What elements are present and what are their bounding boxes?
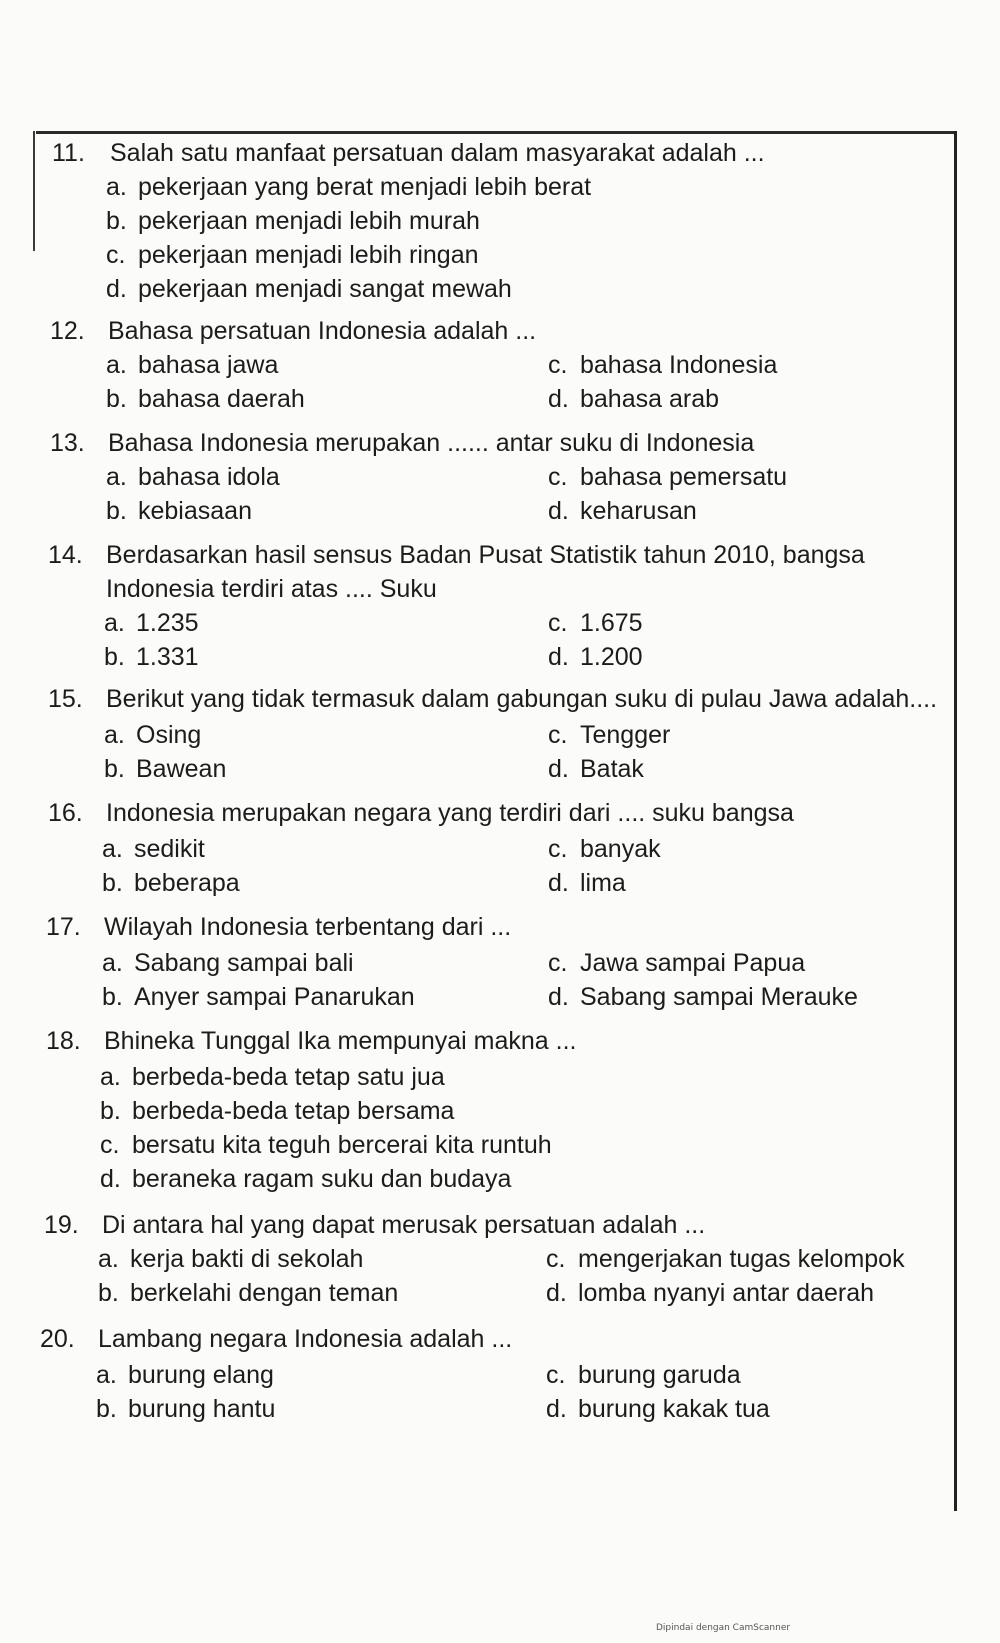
- question-text: Berdasarkan hasil sensus Badan Pusat Statistik tahun 2010, bangsa: [106, 541, 865, 569]
- option-letter: b.: [96, 1395, 117, 1423]
- option-letter: b.: [106, 497, 127, 525]
- option-letter: c.: [548, 835, 568, 863]
- option-letter: a.: [104, 721, 125, 749]
- option-text: lima: [580, 869, 626, 897]
- option-b: [106, 204, 480, 238]
- option-text: mengerjakan tugas kelompok: [578, 1245, 905, 1273]
- option-text: lomba nyanyi antar daerah: [578, 1279, 875, 1307]
- question-number: 11.: [52, 139, 85, 167]
- option-letter: b.: [104, 755, 125, 783]
- option-text: berbeda-beda tetap bersama: [132, 1097, 455, 1125]
- option-c: [546, 1358, 741, 1392]
- option-d: [548, 866, 626, 900]
- question-stem: [50, 426, 754, 460]
- question-number: 13.: [50, 429, 85, 457]
- question-text: Wilayah Indonesia terbentang dari ...: [104, 913, 512, 941]
- option-text: Osing: [136, 721, 202, 749]
- option-a: [102, 946, 354, 980]
- option-text: bahasa Indonesia: [580, 351, 778, 379]
- question-text: Di antara hal yang dapat merusak persatuan adalah ...: [102, 1211, 706, 1239]
- question-stem: [52, 136, 765, 170]
- option-b: [106, 382, 305, 416]
- option-letter: b.: [98, 1279, 119, 1307]
- option-letter: d.: [546, 1395, 567, 1423]
- option-b: [100, 1094, 454, 1128]
- question-stem: [50, 314, 536, 348]
- option-c: [548, 718, 670, 752]
- option-text: kerja bakti di sekolah: [130, 1245, 364, 1273]
- option-letter: a.: [102, 835, 123, 863]
- option-letter: b.: [102, 869, 123, 897]
- option-text: burung elang: [128, 1361, 274, 1389]
- option-letter: d.: [546, 1279, 567, 1307]
- option-letter: c.: [100, 1131, 120, 1159]
- option-text: bersatu kita teguh bercerai kita runtuh: [132, 1131, 552, 1159]
- option-c: [546, 1242, 905, 1276]
- option-c: [100, 1128, 552, 1162]
- option-d: [548, 382, 719, 416]
- question-text: Salah satu manfaat persatuan dalam masyarakat adalah ...: [110, 139, 765, 167]
- question-number: 14.: [48, 541, 83, 569]
- option-text: Tengger: [580, 721, 671, 749]
- question-stem: [40, 1322, 512, 1356]
- option-text: banyak: [580, 835, 661, 863]
- option-a: [104, 606, 199, 640]
- question-stem: [46, 910, 511, 944]
- question-text: Bahasa persatuan Indonesia adalah ...: [108, 317, 537, 345]
- option-d: [546, 1392, 770, 1426]
- option-text: Sabang sampai Merauke: [580, 983, 858, 1011]
- option-c: [548, 348, 777, 382]
- question-text: Berikut yang tidak termasuk dalam gabungan suku di pulau Jawa adalah....: [106, 685, 938, 713]
- option-a: [106, 460, 280, 494]
- option-text: sedikit: [134, 835, 205, 863]
- option-c: [548, 946, 805, 980]
- option-text: keharusan: [580, 497, 697, 525]
- option-d: [548, 640, 643, 674]
- option-text: pekerjaan menjadi lebih murah: [138, 207, 480, 235]
- option-letter: d.: [548, 869, 569, 897]
- option-letter: c.: [548, 351, 568, 379]
- option-letter: b.: [102, 983, 123, 1011]
- option-letter: b.: [106, 385, 127, 413]
- question-stem: [46, 1024, 577, 1058]
- option-letter: c.: [548, 949, 568, 977]
- option-letter: c.: [106, 241, 126, 269]
- question-number: 16.: [48, 799, 83, 827]
- option-b: [102, 980, 415, 1014]
- option-letter: c.: [548, 721, 568, 749]
- option-letter: d.: [548, 497, 569, 525]
- option-text: bahasa daerah: [138, 385, 305, 413]
- option-b: [104, 640, 199, 674]
- option-letter: c.: [548, 463, 568, 491]
- option-letter: a.: [100, 1063, 121, 1091]
- option-text: bahasa jawa: [138, 351, 279, 379]
- question-number: 12.: [50, 317, 85, 345]
- option-text: burung garuda: [578, 1361, 741, 1389]
- question-number: 20.: [40, 1325, 75, 1353]
- option-text: 1.331: [136, 643, 199, 671]
- option-text: 1.675: [580, 609, 643, 637]
- scanner-watermark: Dipindai dengan CamScanner: [656, 1623, 791, 1633]
- option-a: [104, 718, 201, 752]
- option-letter: c.: [546, 1361, 566, 1389]
- option-b: [104, 752, 226, 786]
- option-letter: d.: [548, 755, 569, 783]
- option-letter: a.: [98, 1245, 119, 1273]
- option-c: [548, 832, 661, 866]
- question-text: Indonesia merupakan negara yang terdiri dari .... suku bangsa: [106, 799, 794, 827]
- option-text: Sabang sampai bali: [134, 949, 354, 977]
- option-a: [96, 1358, 274, 1392]
- question-stem: [48, 538, 865, 572]
- option-text: Batak: [580, 755, 644, 783]
- option-letter: a.: [104, 609, 125, 637]
- option-letter: d.: [548, 643, 569, 671]
- option-a: [106, 170, 591, 204]
- option-text: bahasa arab: [580, 385, 720, 413]
- option-letter: a.: [96, 1361, 117, 1389]
- option-text: berkelahi dengan teman: [130, 1279, 399, 1307]
- option-b: [106, 494, 252, 528]
- option-letter: a.: [106, 463, 127, 491]
- question-text: Bhineka Tunggal Ika mempunyai makna ...: [104, 1027, 577, 1055]
- question-number: 15.: [48, 685, 83, 713]
- option-c: [548, 460, 787, 494]
- option-d: [100, 1162, 511, 1196]
- option-letter: d.: [548, 385, 569, 413]
- option-letter: a.: [106, 173, 127, 201]
- option-c: [548, 606, 643, 640]
- option-d: [546, 1276, 874, 1310]
- option-d: [548, 980, 858, 1014]
- option-letter: b.: [104, 643, 125, 671]
- option-letter: d.: [548, 983, 569, 1011]
- option-text: 1.235: [136, 609, 199, 637]
- option-text: beberapa: [134, 869, 240, 897]
- option-text: bahasa idola: [138, 463, 280, 491]
- question-stem: [48, 796, 794, 830]
- option-letter: d.: [100, 1165, 121, 1193]
- option-b: [102, 866, 240, 900]
- question-text: Lambang negara Indonesia adalah ...: [98, 1325, 513, 1353]
- question-number: 18.: [46, 1027, 81, 1055]
- option-b: [96, 1392, 275, 1426]
- question-stem: [44, 1208, 705, 1242]
- option-a: [106, 348, 278, 382]
- option-text: Anyer sampai Panarukan: [134, 983, 415, 1011]
- option-text: kebiasaan: [138, 497, 252, 525]
- question-text-continuation: Indonesia terdiri atas .... Suku: [106, 575, 437, 603]
- option-text: burung hantu: [128, 1395, 276, 1423]
- option-text: pekerjaan menjadi lebih ringan: [138, 241, 479, 269]
- option-a: [102, 832, 205, 866]
- option-text: 1.200: [580, 643, 643, 671]
- option-text: pekerjaan yang berat menjadi lebih berat: [138, 173, 592, 201]
- question-text: Bahasa Indonesia merupakan ...... antar suku di Indonesia: [108, 429, 755, 457]
- option-a: [100, 1060, 445, 1094]
- option-text: beraneka ragam suku dan budaya: [132, 1165, 512, 1193]
- option-letter: d.: [106, 275, 127, 303]
- question-stem: [48, 682, 937, 716]
- option-text: Jawa sampai Papua: [580, 949, 806, 977]
- option-a: [98, 1242, 363, 1276]
- option-text: Bawean: [136, 755, 227, 783]
- option-letter: a.: [106, 351, 127, 379]
- option-letter: a.: [102, 949, 123, 977]
- option-d: [548, 752, 644, 786]
- option-c: [106, 238, 479, 272]
- option-b: [98, 1276, 398, 1310]
- option-letter: c.: [548, 609, 568, 637]
- question-number: 19.: [44, 1211, 79, 1239]
- option-text: pekerjaan menjadi sangat mewah: [138, 275, 512, 303]
- option-letter: c.: [546, 1245, 566, 1273]
- option-d: [106, 272, 512, 306]
- option-text: burung kakak tua: [578, 1395, 770, 1423]
- question-number: 17.: [46, 913, 81, 941]
- option-text: berbeda-beda tetap satu jua: [132, 1063, 445, 1091]
- option-d: [548, 494, 697, 528]
- option-text: bahasa pemersatu: [580, 463, 788, 491]
- option-letter: b.: [100, 1097, 121, 1125]
- option-letter: b.: [106, 207, 127, 235]
